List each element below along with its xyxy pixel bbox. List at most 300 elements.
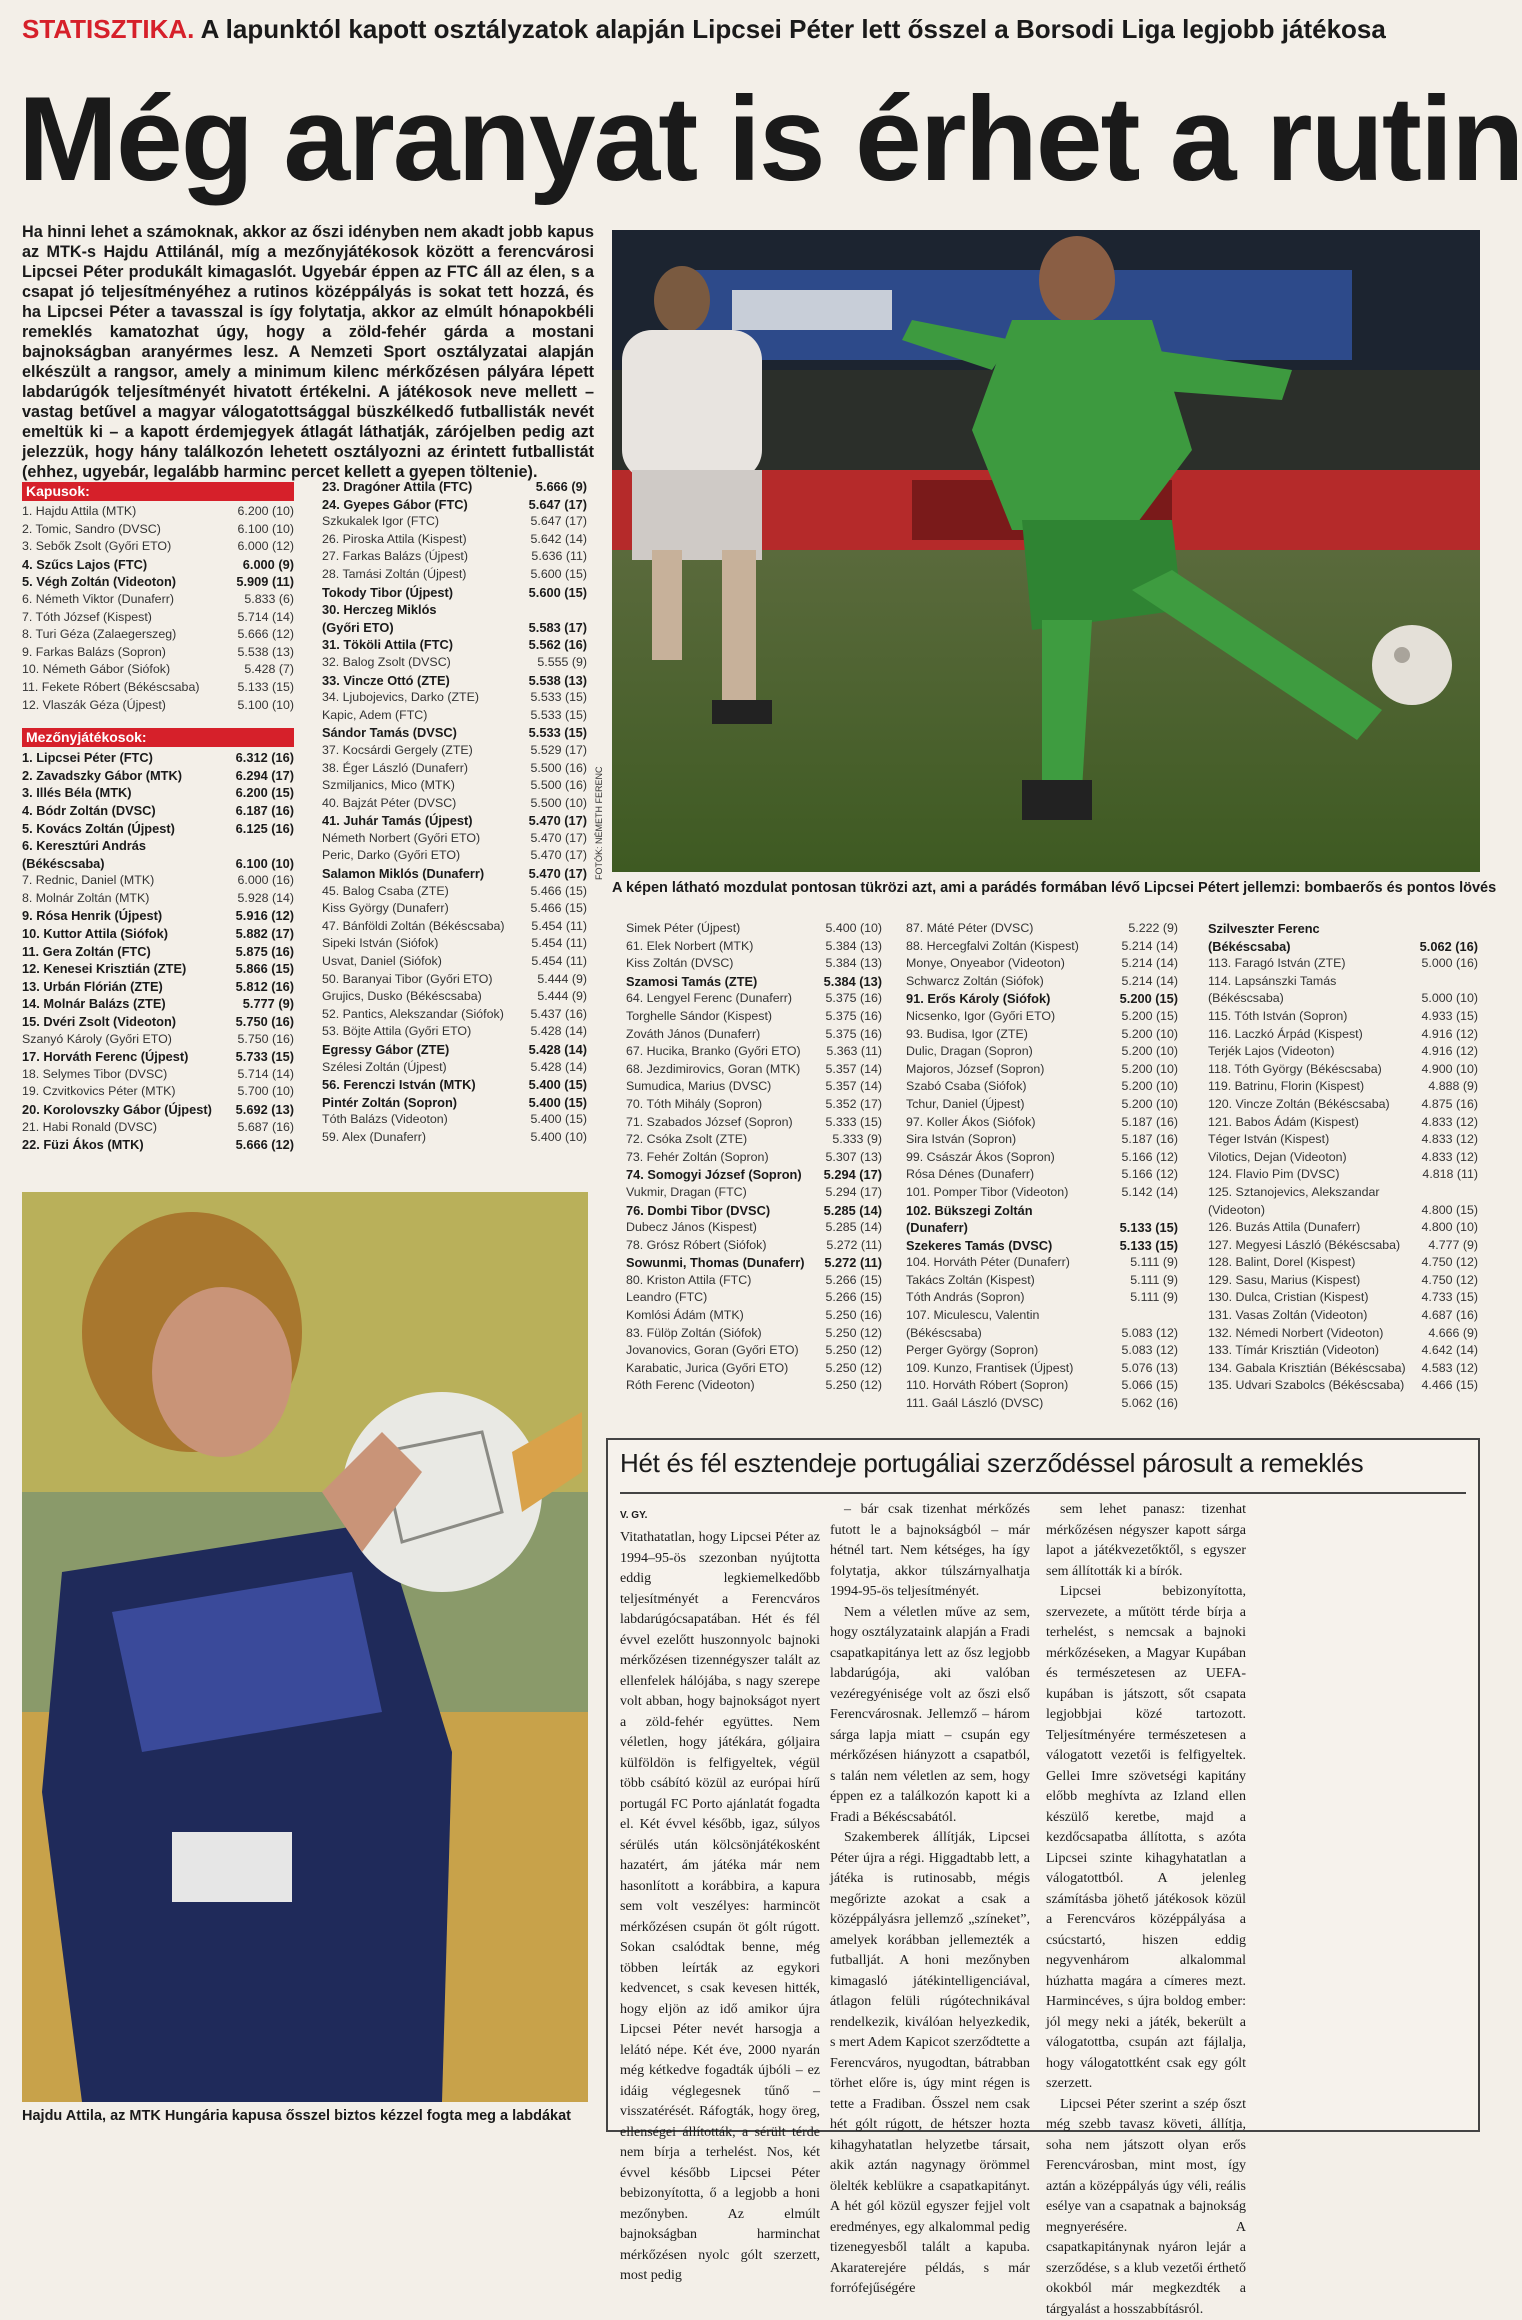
stat-row: [22, 925, 294, 943]
player-rating: 4.750 (12): [1396, 1272, 1478, 1290]
player-rating: 5.333 (15): [800, 1114, 882, 1132]
player-name: Jovanovics, Goran (Győri ETO): [626, 1342, 800, 1360]
player-rating: 4.875 (16): [1396, 1096, 1478, 1114]
player-rating: 5.882 (17): [212, 925, 294, 943]
player-name: Perger György (Sopron): [906, 1342, 1096, 1360]
player-rating: 5.400 (15): [505, 1111, 587, 1129]
player-name: 111. Gaál László (DVSC): [906, 1395, 1096, 1413]
stat-row: [906, 1184, 1178, 1202]
player-rating: 5.352 (17): [800, 1096, 882, 1114]
player-rating: 5.200 (15): [1096, 990, 1178, 1008]
player-name: Tchur, Daniel (Újpest): [906, 1096, 1096, 1114]
player-name: 56. Ferenczi István (MTK): [322, 1076, 505, 1094]
stat-row: [1208, 1342, 1478, 1360]
player-rating: [1096, 1307, 1178, 1325]
player-rating: 5.200 (10): [1096, 1078, 1178, 1096]
stat-row: [906, 1202, 1178, 1220]
player-rating: 5.454 (11): [505, 918, 587, 936]
player-name: 37. Kocsárdi Gergely (ZTE): [322, 742, 505, 760]
player-name: 30. Herczeg Miklós: [322, 601, 505, 619]
player-name: Szanyó Károly (Győri ETO): [22, 1031, 212, 1049]
player-name: 7. Rednic, Daniel (MTK): [22, 872, 212, 890]
player-rating: 4.933 (15): [1396, 1008, 1478, 1026]
player-name: 101. Pomper Tibor (Videoton): [906, 1184, 1096, 1202]
player-rating: 6.200 (15): [212, 784, 294, 802]
player-name: 7. Tóth József (Kispest): [22, 609, 212, 627]
stat-row: [1208, 1307, 1478, 1325]
player-name: 6. Németh Viktor (Dunaferr): [22, 591, 212, 609]
player-rating: 5.400 (15): [505, 1094, 587, 1112]
stat-row: [1208, 1272, 1478, 1290]
stat-row: [22, 573, 294, 591]
player-rating: 5.687 (16): [212, 1119, 294, 1137]
player-rating: 5.875 (16): [212, 943, 294, 961]
player-rating: 5.444 (9): [505, 988, 587, 1006]
stat-row: [22, 820, 294, 838]
player-name: 97. Koller Ákos (Siófok): [906, 1114, 1096, 1132]
player-rating: 5.928 (14): [212, 890, 294, 908]
stat-row: [626, 1096, 882, 1114]
player-rating: 5.250 (12): [800, 1325, 882, 1343]
stat-row: [1208, 1166, 1478, 1184]
player-rating: 5.444 (9): [505, 971, 587, 989]
player-rating: 5.812 (16): [212, 978, 294, 996]
player-name: 41. Juhár Tamás (Újpest): [322, 812, 505, 830]
stat-row: [22, 644, 294, 662]
player-rating: 6.000 (12): [212, 538, 294, 556]
player-name: 121. Babos Ádám (Kispest): [1208, 1114, 1396, 1132]
stat-row: [322, 795, 587, 813]
player-name: Kiss György (Dunaferr): [322, 900, 505, 918]
player-rating: 6.000 (16): [212, 872, 294, 890]
stat-row: [626, 1219, 882, 1237]
player-name: 5. Kovács Zoltán (Újpest): [22, 820, 212, 838]
player-name: 71. Szabados József (Sopron): [626, 1114, 800, 1132]
stat-row: [1208, 1149, 1478, 1167]
player-name: 4. Bódr Zoltán (DVSC): [22, 802, 212, 820]
player-rating: 5.642 (14): [505, 531, 587, 549]
player-name: 53. Böjte Attila (Győri ETO): [322, 1023, 505, 1041]
player-name: 5. Végh Zoltán (Videoton): [22, 573, 212, 591]
player-name: 80. Kriston Attila (FTC): [626, 1272, 800, 1290]
stat-row: [322, 918, 587, 936]
stat-row: [1208, 1184, 1478, 1202]
player-rating: 5.133 (15): [1096, 1219, 1178, 1237]
player-rating: 5.375 (16): [800, 1008, 882, 1026]
stat-row: [322, 1041, 587, 1059]
player-name: Róth Ferenc (Videoton): [626, 1377, 800, 1395]
player-rating: 5.533 (15): [505, 707, 587, 725]
player-rating: 5.700 (10): [212, 1083, 294, 1101]
stat-row: [22, 626, 294, 644]
player-name: Vukmir, Dragan (FTC): [626, 1184, 800, 1202]
player-name: Nicsenko, Igor (Győri ETO): [906, 1008, 1096, 1026]
stat-row: [906, 1272, 1178, 1290]
photo-hajdu-goalkeeper: [22, 1192, 588, 2102]
stat-row: [22, 538, 294, 556]
player-name: 8. Turi Géza (Zalaegerszeg): [22, 626, 212, 644]
player-name: 18. Selymes Tibor (DVSC): [22, 1066, 212, 1084]
stat-row: [22, 591, 294, 609]
stat-row: [906, 973, 1178, 991]
player-rating: 5.000 (10): [1396, 990, 1478, 1008]
stat-row: [322, 1129, 587, 1147]
player-name: Salamon Miklós (Dunaferr): [322, 865, 505, 883]
player-name: Pintér Zoltán (Sopron): [322, 1094, 505, 1112]
player-name: 107. Miculescu, Valentin: [906, 1307, 1096, 1325]
player-rating: [1396, 1184, 1478, 1202]
player-rating: 5.285 (14): [800, 1202, 882, 1220]
stat-row: [626, 1202, 882, 1220]
player-name: 45. Balog Csaba (ZTE): [322, 883, 505, 901]
player-rating: 5.062 (16): [1396, 938, 1478, 956]
player-rating: 5.294 (17): [802, 1166, 882, 1184]
player-rating: 5.384 (13): [800, 938, 882, 956]
player-rating: 5.833 (6): [212, 591, 294, 609]
player-name: 78. Grósz Róbert (Siófok): [626, 1237, 800, 1255]
player-rating: 5.062 (16): [1096, 1395, 1178, 1413]
player-rating: 4.916 (12): [1396, 1026, 1478, 1044]
stat-row: [906, 1377, 1178, 1395]
player-rating: 5.562 (16): [505, 636, 587, 654]
player-name: 33. Vincze Ottó (ZTE): [322, 672, 505, 690]
player-name: 11. Fekete Róbert (Békéscsaba): [22, 679, 212, 697]
player-name: 3. Illés Béla (MTK): [22, 784, 212, 802]
player-name: 83. Fülöp Zoltán (Siófok): [626, 1325, 800, 1343]
stats-column-3: [626, 920, 882, 1395]
stat-row: [322, 672, 587, 690]
stat-row: [322, 724, 587, 742]
stat-row: [22, 802, 294, 820]
goalkeepers-list: [22, 503, 294, 714]
stat-row: [22, 890, 294, 908]
player-name: Karabatic, Jurica (Győri ETO): [626, 1360, 800, 1378]
player-rating: 5.600 (15): [505, 566, 587, 584]
stat-row: [322, 883, 587, 901]
player-rating: 6.125 (16): [212, 820, 294, 838]
player-rating: 5.133 (15): [212, 679, 294, 697]
stat-row: [322, 1006, 587, 1024]
player-name: Vilotics, Dejan (Videoton): [1208, 1149, 1396, 1167]
player-name: 20. Korolovszky Gábor (Újpest): [22, 1101, 212, 1119]
stat-row: [322, 478, 587, 496]
player-name: Dulic, Dragan (Sopron): [906, 1043, 1096, 1061]
stat-row: [22, 1048, 294, 1066]
player-name: Szmiljanics, Mico (MTK): [322, 777, 505, 795]
player-name: 38. Éger László (Dunaferr): [322, 760, 505, 778]
stats-column-4: [906, 920, 1178, 1413]
player-name: 23. Dragóner Attila (FTC): [322, 478, 505, 496]
player-name: 24. Gyepes Gábor (FTC): [322, 496, 505, 514]
player-rating: 5.400 (10): [800, 920, 882, 938]
field-players-list-b: [322, 478, 587, 1147]
stat-row: [626, 920, 882, 938]
player-name: 32. Balog Zsolt (DVSC): [322, 654, 505, 672]
section-tag: STATISZTIKA.: [22, 14, 194, 44]
player-rating: 5.307 (13): [800, 1149, 882, 1167]
goalkeepers-heading: Kapusok:: [22, 482, 294, 501]
stat-row: [322, 1023, 587, 1041]
player-rating: 5.470 (17): [505, 865, 587, 883]
player-rating: 5.266 (15): [800, 1272, 882, 1290]
player-name: 119. Batrinu, Florin (Kispest): [1208, 1078, 1396, 1096]
player-name: 118. Tóth György (Békéscsaba): [1208, 1061, 1396, 1079]
player-rating: 4.666 (9): [1396, 1325, 1478, 1343]
player-name: 130. Dulca, Cristian (Kispest): [1208, 1289, 1396, 1307]
player-name: Usvat, Daniel (Siófok): [322, 953, 505, 971]
stat-row: [322, 1111, 587, 1129]
stat-row: [22, 521, 294, 539]
stat-row: [22, 837, 294, 855]
player-rating: [1396, 920, 1478, 938]
stat-row: [22, 978, 294, 996]
player-name: (Békéscsaba): [1208, 990, 1396, 1008]
player-name: Grujics, Dusko (Békéscsaba): [322, 988, 505, 1006]
article-paragraph: Vitathatatlan, hogy Lipcsei Péter az 1994–95-ös szezonban nyújtotta eddig legkiemelkedőbb teljesítményét a Ferencváros labdarúgócsapatában. Hét és fél évvel ezelőtt huszonnyolc bajnoki mérkőzésen tizennégyszer talált az ellenfelek hálójába, s nagy szerepe volt abban, hogy bajnokságot nyert a zöld-fehér együttes. Nem véletlen, hogy játékára, góljaira külföldön is felfigyeltek, végül több csábító közül az európai hírű portugál FC Porto ajánlatát fogadta el. Két évvel később, igaz, súlyos sérülés után kölcsönjátékosként hazatért, ám játéka már nem hasonlított a korábbira, a kapura sem volt veszélyes: harmincöt mérkőzésen csupán öt gólt rúgott. Sokan csalódtak benne, még többen leírták az egykori kedvencet, s csak kevesen hitték, hogy eljön az idő amikor újra Lipcsei Péter nevét harsogja a lelátó népe. Két éve, 2000 nyarán még kétkedve fogadták újbóli – ez idáig véglegesnek tűnő – visszatérését. Ráfogták, hogy öreg, ellenségei állították, a sérült térde nem bírja a terhelést. Nos, két évvel később Lipcsei Péter bebizonyította, ő a legjobb a honi mezőnyben. Az elmúlt bajnokságban harminchat mérkőzésen nyolc gólt szerzett, most pedig: [620, 1528, 820, 2287]
player-rating: 5.500 (10): [505, 795, 587, 813]
stat-row: [322, 988, 587, 1006]
stats-column-5: [1208, 920, 1478, 1395]
stat-row: [322, 1076, 587, 1094]
player-name: 1. Lipcsei Péter (FTC): [22, 749, 212, 767]
player-rating: [1096, 1202, 1178, 1220]
stat-row: [322, 742, 587, 760]
article-paragraph: Nem a véletlen műve az sem, hogy osztályzataink alapján a Fradi csapatkapitánya lett az ősz legjobb labdarúgója, aki valóban vezéregyénisége volt az őszi első Ferencvárosnak. Jellemző – három sárga lapja miatt – csupán egy mérkőzésen hiányzott a csapatból, s talán nem véletlen az sem, hogy éppen ez a találkozón kapott ki a Fradi a Békéscsabától.: [830, 1603, 1030, 1829]
player-rating: 4.583 (12): [1406, 1360, 1478, 1378]
stat-row: [22, 679, 294, 697]
stat-row: [22, 767, 294, 785]
stat-row: [626, 1149, 882, 1167]
player-name: Szkukalek Igor (FTC): [322, 513, 505, 531]
player-rating: 6.100 (10): [212, 521, 294, 539]
player-rating: [1396, 973, 1478, 991]
player-rating: 5.500 (16): [505, 760, 587, 778]
stat-row: [322, 935, 587, 953]
stat-row: [906, 1078, 1178, 1096]
player-rating: 5.555 (9): [505, 654, 587, 672]
stat-row: [322, 865, 587, 883]
player-rating: 5.250 (12): [800, 1342, 882, 1360]
player-rating: 4.833 (12): [1396, 1114, 1478, 1132]
player-name: 104. Horváth Péter (Dunaferr): [906, 1254, 1096, 1272]
player-name: 50. Baranyai Tibor (Győri ETO): [322, 971, 505, 989]
player-rating: 5.166 (12): [1096, 1166, 1178, 1184]
player-rating: 5.111 (9): [1096, 1289, 1178, 1307]
player-rating: 5.466 (15): [505, 883, 587, 901]
player-rating: 5.100 (10): [212, 697, 294, 715]
stat-row: [322, 847, 587, 865]
stat-row: [22, 943, 294, 961]
stat-row: [906, 1166, 1178, 1184]
player-rating: 5.222 (9): [1096, 920, 1178, 938]
stat-row: [322, 566, 587, 584]
player-rating: 5.000 (16): [1396, 955, 1478, 973]
player-rating: 4.900 (10): [1396, 1061, 1478, 1079]
player-name: 22. Füzi Ákos (MTK): [22, 1136, 212, 1154]
player-name: 26. Piroska Attila (Kispest): [322, 531, 505, 549]
player-rating: 5.454 (11): [505, 935, 587, 953]
player-name: 28. Tamási Zoltán (Újpest): [322, 566, 505, 584]
stat-row: [322, 953, 587, 971]
player-name: 126. Buzás Attila (Dunaferr): [1208, 1219, 1396, 1237]
player-name: 127. Megyesi László (Békéscsaba): [1208, 1237, 1400, 1255]
player-name: 135. Udvari Szabolcs (Békéscsaba): [1208, 1377, 1404, 1395]
player-rating: 5.214 (14): [1096, 973, 1178, 991]
player-name: Monye, Onyeabor (Videoton): [906, 955, 1096, 973]
player-name: (Dunaferr): [906, 1219, 1096, 1237]
stat-row: [322, 760, 587, 778]
player-name: 131. Vasas Zoltán (Videoton): [1208, 1307, 1396, 1325]
stat-row: [626, 1237, 882, 1255]
stat-row: [1208, 1131, 1478, 1149]
stat-row: [322, 654, 587, 672]
player-name: 134. Gabala Krisztián (Békéscsaba): [1208, 1360, 1406, 1378]
player-name: 2. Zavadszky Gábor (MTK): [22, 767, 212, 785]
player-rating: 5.666 (12): [212, 626, 294, 644]
stat-row: [1208, 1219, 1478, 1237]
player-rating: 5.066 (15): [1096, 1377, 1178, 1395]
player-rating: 5.333 (9): [800, 1131, 882, 1149]
player-name: 2. Tomic, Sandro (DVSC): [22, 521, 212, 539]
stat-row: [322, 971, 587, 989]
player-rating: 4.777 (9): [1400, 1237, 1478, 1255]
kicker: [22, 14, 1482, 45]
player-name: Szabó Csaba (Siófok): [906, 1078, 1096, 1096]
kicking-photo-illustration: [612, 230, 1480, 872]
player-name: 13. Urbán Flórián (ZTE): [22, 978, 212, 996]
player-rating: 5.692 (13): [212, 1101, 294, 1119]
player-name: 9. Farkas Balázs (Sopron): [22, 644, 212, 662]
player-rating: 5.866 (15): [212, 960, 294, 978]
stat-row: [1208, 1254, 1478, 1272]
stat-row: [626, 1289, 882, 1307]
article-column-2: [830, 1500, 1030, 2120]
player-rating: 6.187 (16): [212, 802, 294, 820]
player-rating: 5.916 (12): [212, 907, 294, 925]
photo-lipcsei-kicking: [612, 230, 1480, 872]
stat-row: [626, 938, 882, 956]
player-name: 12. Vlaszák Géza (Újpest): [22, 697, 212, 715]
player-rating: 5.357 (14): [800, 1078, 882, 1096]
stat-row: [626, 1307, 882, 1325]
player-rating: 4.818 (11): [1396, 1166, 1478, 1184]
stat-row: [22, 1119, 294, 1137]
stat-row: [1208, 920, 1478, 938]
player-rating: 4.750 (12): [1396, 1254, 1478, 1272]
player-rating: 4.800 (10): [1396, 1219, 1478, 1237]
stat-row: [322, 636, 587, 654]
stat-row: [906, 1307, 1178, 1325]
stat-row: [626, 1043, 882, 1061]
player-name: (Békéscsaba): [1208, 938, 1396, 956]
player-rating: 5.714 (14): [212, 1066, 294, 1084]
field-players-list-e: [1208, 920, 1478, 1395]
article-paragraph: Lipcsei bebizonyította, szervezete, a műtött térde bírja a terhelést, s nemcsak a bajnoki mérkőzéseken, a Magyar Kupában és természetesen az UEFA-kupában is játszott, sőt csapata legjobbjai közé tartozott. Teljesítményére természetesen a válogatott vezetői is felfigyeltek. Gellei Imre szövetségi kapitány előbb meghívta az Izland ellen készülő keretbe, majd a kezdőcsapatba állította, s azóta Lipcsei szinte kihagyhatatlan a válogatottból. A jelenleg számításba jöhető játékosok közül a Ferencváros középpályása a csúcstartó, hiszen eddig negyvenhárom alkalommal húzhatta magára a címeres mezt. Harmincéves, s újra boldog ember: jól megy neki a játék, bekerült a válogatottba, csupán azt fájlalja, hogy válogatottként csak egy gólt szerzett.: [1046, 1582, 1246, 2095]
player-rating: 5.214 (14): [1096, 938, 1178, 956]
stat-row: [322, 689, 587, 707]
stat-row: [322, 830, 587, 848]
player-name: 14. Molnár Balázs (ZTE): [22, 995, 212, 1013]
player-name: 8. Molnár Zoltán (MTK): [22, 890, 212, 908]
player-name: (Békéscsaba): [906, 1325, 1096, 1343]
stat-row: [322, 601, 587, 619]
stat-row: [322, 900, 587, 918]
player-rating: 4.888 (9): [1396, 1078, 1478, 1096]
stat-row: [22, 784, 294, 802]
article-box: [606, 1438, 1480, 2132]
player-name: 73. Fehér Zoltán (Sopron): [626, 1149, 800, 1167]
stat-row: [1208, 1096, 1478, 1114]
player-name: 27. Farkas Balázs (Újpest): [322, 548, 505, 566]
stat-row: [906, 1360, 1178, 1378]
stat-row: [322, 777, 587, 795]
player-rating: 5.285 (14): [800, 1219, 882, 1237]
player-rating: 4.733 (15): [1396, 1289, 1478, 1307]
player-name: 102. Bükszegi Zoltán: [906, 1202, 1096, 1220]
article-paragraph: – bár csak tizenhat mérkőzés futott le a bajnokságból – már hétnél tart. Nem kétséges, ha így folytatja, akkor túlszárnyalhatja 1994-95-ös teljesítményét.: [830, 1500, 1030, 1603]
stat-row: [22, 1066, 294, 1084]
stat-row: [906, 1149, 1178, 1167]
player-rating: 4.916 (12): [1396, 1043, 1478, 1061]
player-rating: 5.533 (15): [505, 689, 587, 707]
byline: V. GY.: [620, 1510, 647, 1521]
player-rating: 5.266 (15): [800, 1289, 882, 1307]
player-name: 10. Kuttor Attila (Siófok): [22, 925, 212, 943]
stat-row: [626, 1131, 882, 1149]
stat-row: [1208, 1377, 1478, 1395]
player-name: Téger István (Kispest): [1208, 1131, 1396, 1149]
stat-row: [1208, 1061, 1478, 1079]
player-name: 47. Bánföldi Zoltán (Békéscsaba): [322, 918, 505, 936]
player-rating: 5.384 (13): [800, 955, 882, 973]
player-name: Kapic, Adem (FTC): [322, 707, 505, 725]
stat-row: [1208, 1325, 1478, 1343]
stat-row: [22, 1101, 294, 1119]
player-name: Peric, Darko (Győri ETO): [322, 847, 505, 865]
player-name: 128. Balint, Dorel (Kispest): [1208, 1254, 1396, 1272]
player-name: 34. Ljubojevics, Darko (ZTE): [322, 689, 505, 707]
player-rating: 4.833 (12): [1396, 1149, 1478, 1167]
player-name: 72. Csóka Zsolt (ZTE): [626, 1131, 800, 1149]
stat-row: [322, 584, 587, 602]
stat-row: [22, 1083, 294, 1101]
player-rating: 5.200 (10): [1096, 1061, 1178, 1079]
player-rating: 5.666 (12): [212, 1136, 294, 1154]
stat-row: [322, 619, 587, 637]
stat-row: [906, 1289, 1178, 1307]
player-name: 93. Budisa, Igor (ZTE): [906, 1026, 1096, 1044]
player-rating: [212, 837, 294, 855]
stat-row: [906, 1395, 1178, 1413]
stat-row: [1208, 1114, 1478, 1132]
player-rating: 5.428 (14): [505, 1041, 587, 1059]
player-rating: 5.437 (16): [505, 1006, 587, 1024]
player-rating: 5.583 (17): [505, 619, 587, 637]
player-rating: 6.294 (17): [212, 767, 294, 785]
stat-row: [22, 503, 294, 521]
stat-row: [322, 496, 587, 514]
stat-row: [1208, 990, 1478, 1008]
player-name: Szilveszter Ferenc: [1208, 920, 1396, 938]
stat-row: [322, 707, 587, 725]
article-paragraph: sem lehet panasz: tizenhat mérkőzésen négyszer kapott sárga lapot a játékvezetőktől, s egyszer sem állították ki a bírók.: [1046, 1500, 1246, 1582]
player-rating: 5.200 (10): [1096, 1026, 1178, 1044]
caption-bottom: Hajdu Attila, az MTK Hungária kapusa ősszel biztos kézzel fogta meg a labdákat: [22, 2108, 588, 2124]
player-rating: 5.777 (9): [212, 995, 294, 1013]
player-name: (Békéscsaba): [22, 855, 212, 873]
player-rating: 5.400 (10): [505, 1129, 587, 1147]
stat-row: [22, 907, 294, 925]
